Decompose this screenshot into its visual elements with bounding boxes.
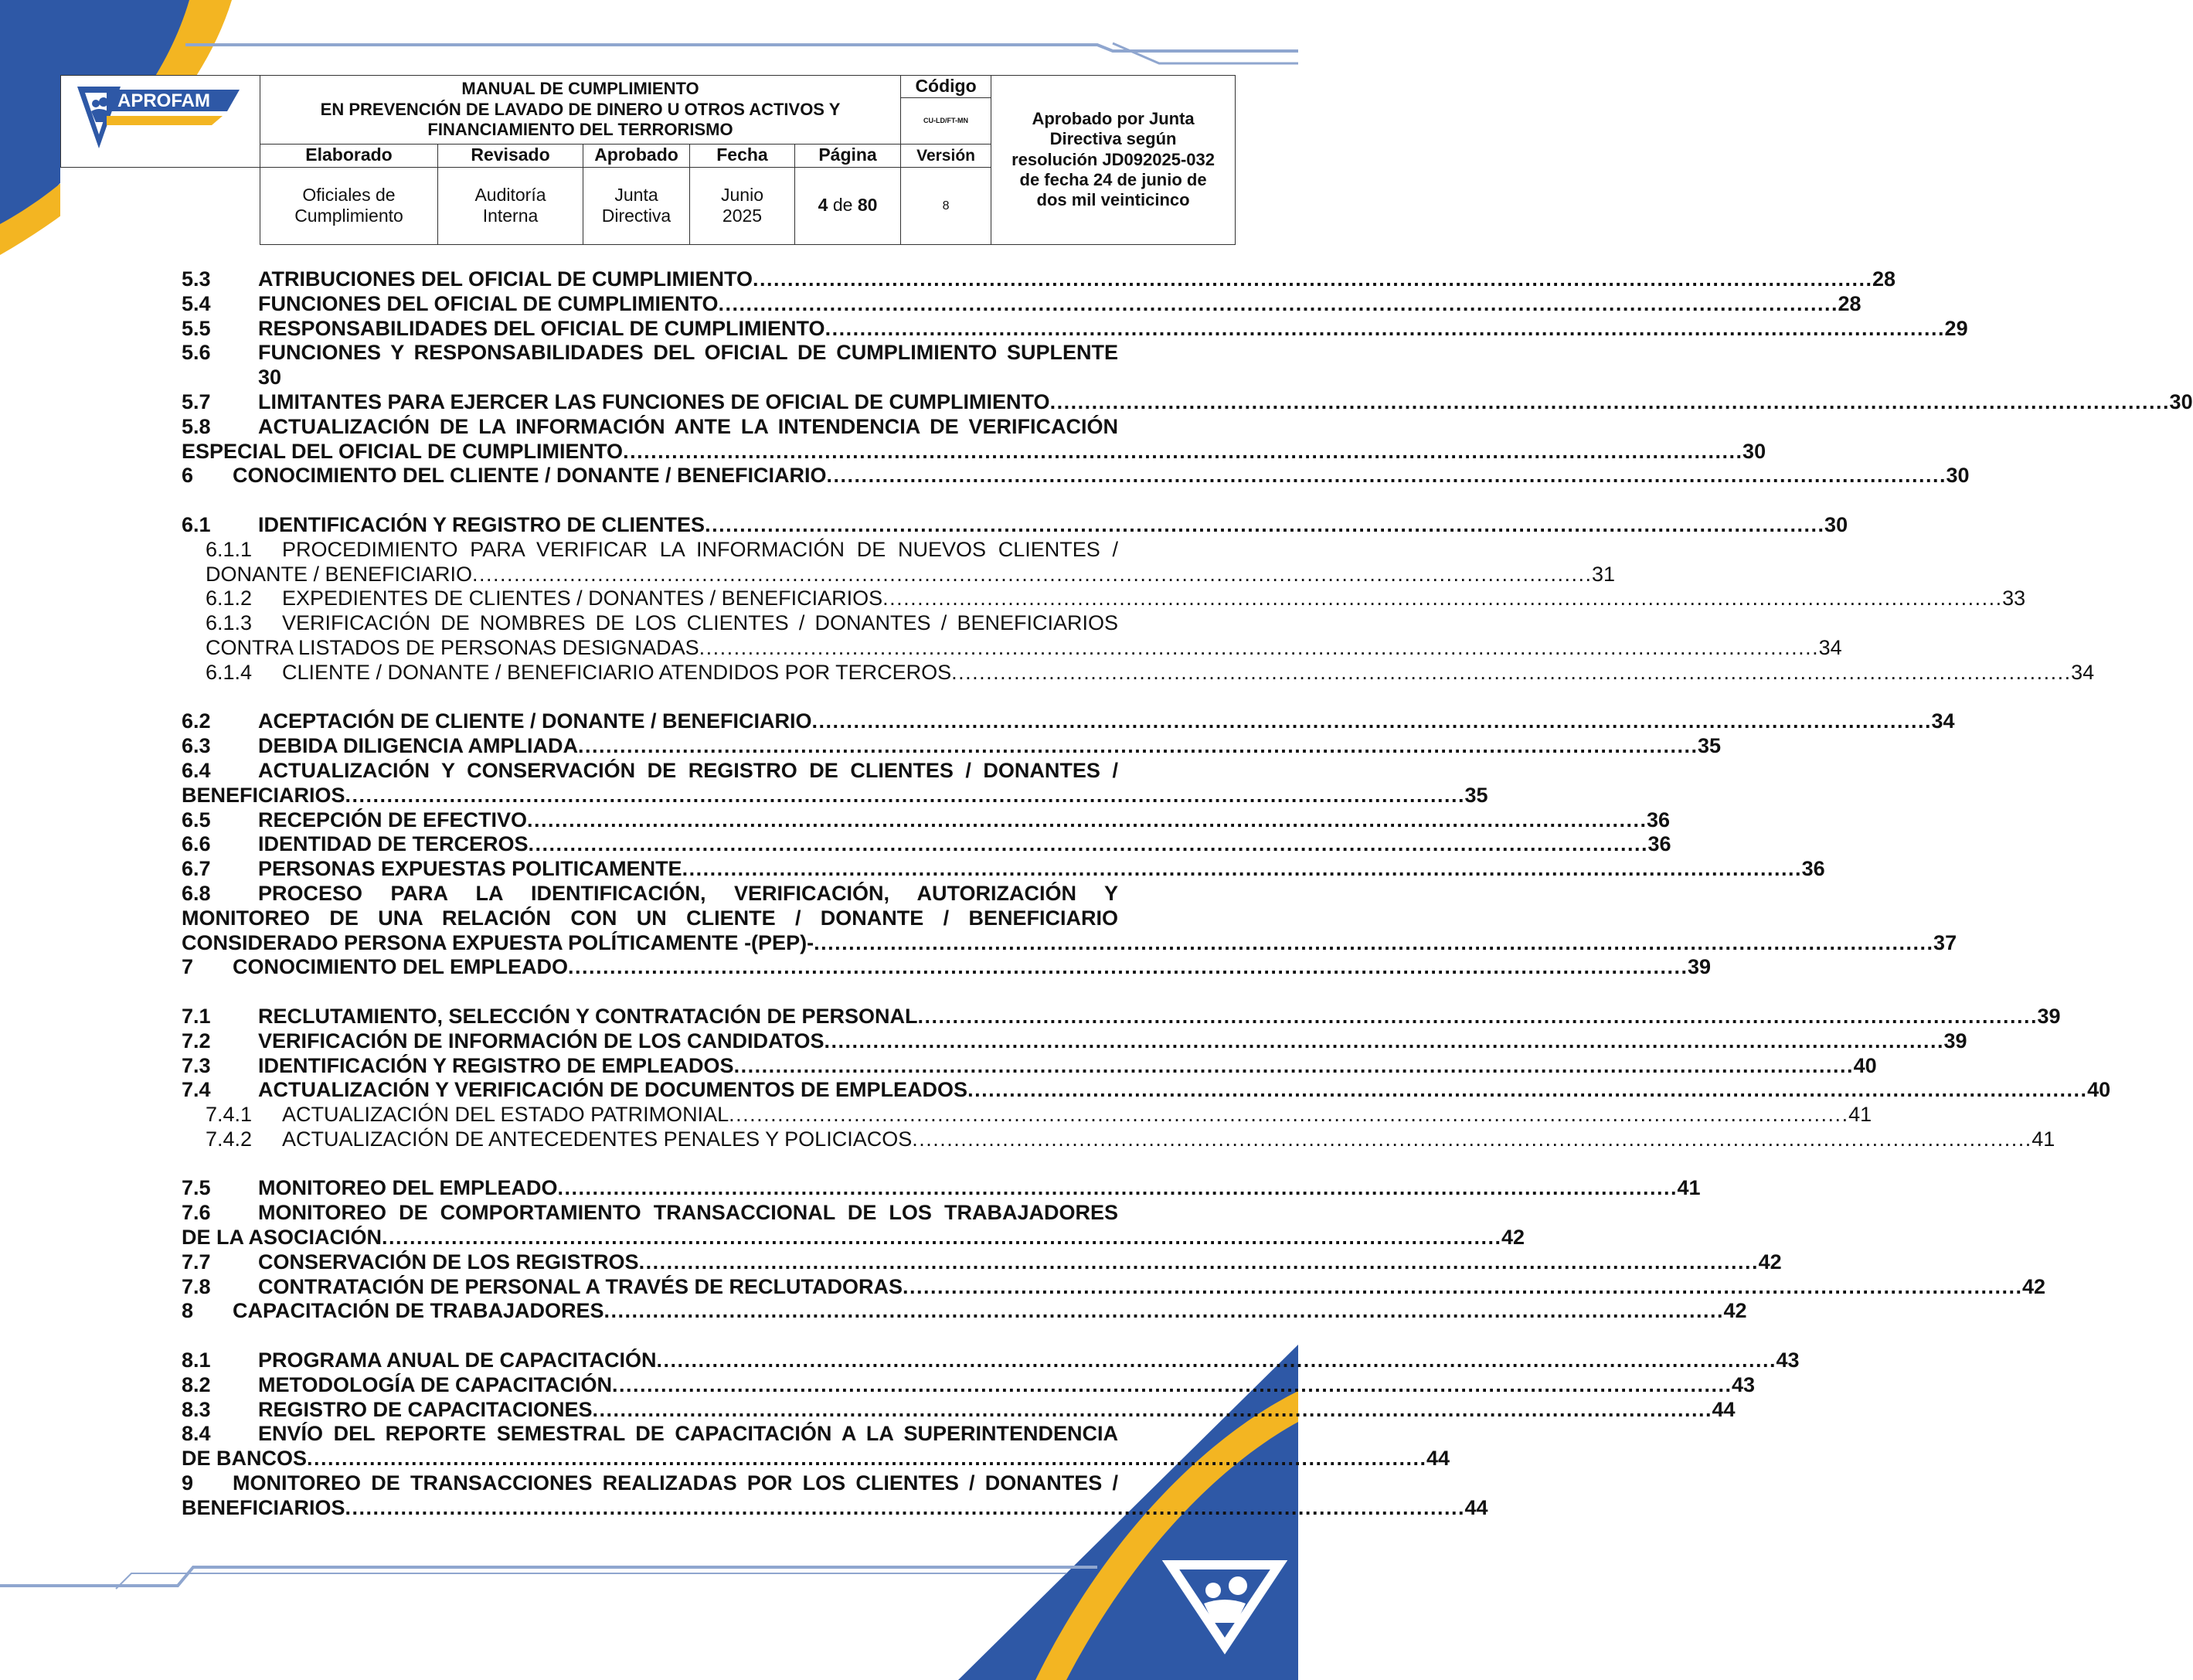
toc-title: RECLUTAMIENTO, SELECCIÓN Y CONTRATACIÓN DE PERSONAL — [258, 1004, 918, 1028]
approval-line-3: resolución JD092025-032 — [1012, 149, 1216, 169]
toc-entry[interactable] — [182, 1372, 1756, 1398]
toc-entry[interactable] — [182, 1176, 1701, 1201]
toc-leader — [719, 292, 1835, 317]
toc-leader — [578, 734, 1695, 759]
toc-page: 44 — [1426, 1447, 1450, 1471]
toc-entry[interactable] — [182, 1053, 1877, 1079]
toc-number: 7.4 — [182, 1078, 211, 1102]
toc-number: 5.6 — [182, 341, 211, 365]
toc-page: 44 — [1464, 1495, 1488, 1519]
toc-number: 8.2 — [182, 1372, 211, 1396]
aprobado-value — [583, 167, 690, 244]
toc-title: CLIENTE / DONANTE / BENEFICIARIO ATENDIDOS POR TERCEROS — [282, 660, 952, 684]
toc-page: 42 — [1723, 1299, 1747, 1323]
toc-entry[interactable] — [182, 464, 1970, 488]
toc-number: 6.1.1 — [206, 537, 253, 561]
codigo-value: CU-LD/FT-MN — [901, 97, 991, 144]
toc-number: 6.3 — [182, 734, 211, 758]
col-aprobado: Aprobado — [583, 144, 690, 167]
toc-entry[interactable] — [182, 1103, 1872, 1127]
toc-page: 40 — [2087, 1078, 2111, 1102]
toc-page: 41 — [1848, 1103, 1872, 1127]
toc-leader — [812, 709, 1929, 734]
top-line-2 — [1113, 43, 1298, 63]
toc-entry[interactable] — [182, 316, 1968, 342]
toc-number: 7.4.1 — [206, 1103, 253, 1127]
toc-leader — [623, 440, 1739, 464]
toc-leader — [918, 1005, 2035, 1029]
toc-page: 34 — [1818, 635, 1842, 659]
fecha-line-1: Junio — [721, 184, 763, 205]
revisado-line-1: Auditoría — [474, 184, 546, 205]
toc-number: 8.1 — [182, 1348, 211, 1372]
toc-page: 36 — [1801, 857, 1825, 881]
elaborado-value — [260, 167, 438, 244]
toc-page: 30 — [1946, 464, 1970, 488]
toc-page: 42 — [1758, 1250, 1782, 1274]
page-indicator — [795, 167, 901, 244]
toc-leader — [472, 563, 1589, 587]
toc-entry[interactable] — [182, 709, 1955, 734]
toc-entry[interactable] — [182, 1422, 1450, 1471]
title-line-1: MANUAL DE CUMPLIMIENTO — [461, 79, 699, 99]
toc-title-cont: ESPECIAL DEL OFICIAL DE CUMPLIMIENTO — [182, 439, 624, 463]
toc-number: 6.1.4 — [206, 660, 253, 684]
toc-entry[interactable] — [182, 1029, 1967, 1054]
toc-title: CONOCIMIENTO DEL CLIENTE / DONANTE / BENEFICIARIO — [233, 464, 827, 488]
toc-leader — [604, 1299, 1721, 1324]
toc-title: ACTUALIZACIÓN Y CONSERVACIÓN DE REGISTRO DE CLIENTES / DONANTES / — [258, 758, 1118, 782]
toc-leader — [568, 955, 1685, 980]
toc-page: 42 — [1501, 1226, 1525, 1250]
toc-page: 43 — [1731, 1372, 1756, 1396]
toc-leader — [682, 857, 1799, 882]
toc-title: PERSONAS EXPUESTAS POLITICAMENTE — [258, 857, 682, 881]
toc-page: 43 — [1776, 1348, 1800, 1372]
toc-title: RECEPCIÓN DE EFECTIVO — [258, 808, 528, 831]
toc-number: 5.3 — [182, 267, 211, 291]
bottom-line — [0, 1567, 1097, 1586]
toc-entry[interactable] — [182, 1348, 1800, 1373]
toc-number: 7.3 — [182, 1053, 211, 1077]
col-version: Versión — [901, 144, 991, 167]
toc-title-cont: CONTRA LISTADOS DE PERSONAS DESIGNADAS — [206, 635, 699, 659]
toc-entry[interactable] — [182, 808, 1671, 833]
toc-page: 33 — [2002, 587, 2026, 610]
toc-title: EXPEDIENTES DE CLIENTES / DONANTES / BENEFICIARIOS — [282, 587, 883, 610]
toc-entry[interactable] — [182, 1397, 1736, 1423]
toc-title: ACTUALIZACIÓN Y VERIFICACIÓN DE DOCUMENTOS DE EMPLEADOS — [258, 1078, 968, 1102]
toc-entry[interactable] — [182, 955, 1712, 980]
col-pagina: Página — [795, 144, 901, 167]
page-of: de — [832, 195, 853, 216]
toc-title: PROCESO PARA LA IDENTIFICACIÓN, VERIFICACIÓN, AUTORIZACIÓN Y — [258, 881, 1118, 905]
toc-title-cont: BENEFICIARIOS — [182, 1495, 345, 1519]
col-revisado: Revisado — [438, 144, 583, 167]
toc-page: 31 — [1592, 562, 1616, 586]
toc-entry[interactable] — [182, 587, 2026, 611]
approval-line-1: Aprobado por Junta — [1032, 108, 1195, 128]
toc-page: 30 — [1742, 439, 1766, 463]
toc-title: PROCEDIMIENTO PARA VERIFICAR LA INFORMACIÓN DE NUEVOS CLIENTES / — [282, 537, 1118, 561]
toc-entry[interactable] — [182, 1471, 1488, 1521]
toc-title-cont: DONANTE / BENEFICIARIO — [206, 562, 473, 586]
toc-entry[interactable] — [182, 1299, 1747, 1324]
toc-entry[interactable] — [182, 1127, 2055, 1152]
toc-number: 6.1.2 — [206, 587, 253, 610]
toc-number: 6.1.3 — [206, 611, 253, 635]
toc-title-cont: BENEFICIARIOS — [182, 783, 345, 807]
toc-number: 9 — [182, 1471, 194, 1495]
toc-leader — [825, 317, 1942, 342]
toc-number: 6.6 — [182, 832, 211, 856]
approval-line-4: de fecha 24 de junio de — [1019, 169, 1207, 189]
toc-entry[interactable] — [182, 611, 1842, 661]
toc-page: 36 — [1647, 808, 1671, 831]
toc-page: 37 — [1933, 930, 1957, 954]
bottom-line-2 — [116, 1573, 1066, 1589]
toc-page: 35 — [1697, 734, 1722, 758]
toc-title: CONOCIMIENTO DEL EMPLEADO — [233, 955, 569, 979]
title-line-3: FINANCIAMIENTO DEL TERRORISMO — [427, 119, 733, 139]
toc-leader — [903, 1275, 2019, 1300]
toc-leader — [612, 1373, 1729, 1398]
toc-entry[interactable] — [182, 341, 1118, 390]
toc-title: IDENTIFICACIÓN Y REGISTRO DE EMPLEADOS — [258, 1053, 734, 1077]
logo-text: APROFAM — [117, 90, 210, 112]
toc-entry[interactable] — [182, 291, 1862, 317]
toc-number: 7 — [182, 955, 194, 979]
toc-title: MONITOREO DE TRANSACCIONES REALIZADAS POR LOS CLIENTES / DONANTES / — [233, 1471, 1118, 1495]
page-total: 80 — [857, 195, 878, 216]
toc-title: PROGRAMA ANUAL DE CAPACITACIÓN — [258, 1348, 657, 1372]
toc-title: IDENTIFICACIÓN Y REGISTRO DE CLIENTES — [258, 512, 706, 536]
toc-number: 7.2 — [182, 1029, 211, 1053]
toc-leader — [657, 1348, 1773, 1373]
page-current: 4 — [818, 195, 828, 216]
toc-page: 34 — [1931, 709, 1955, 733]
toc-leader — [705, 513, 1821, 538]
toc-page: 39 — [2037, 1004, 2061, 1028]
toc-number: 6.5 — [182, 808, 211, 831]
elaborado-line-1: Oficiales de — [302, 184, 396, 205]
fecha-line-2: 2025 — [722, 206, 763, 226]
toc-entry[interactable] — [182, 267, 1896, 292]
toc-number: 6.4 — [182, 758, 211, 782]
toc-leader — [827, 464, 1943, 488]
toc-title: CONTRATACIÓN DE PERSONAL A TRAVÉS DE RECLUTADORAS — [258, 1274, 903, 1298]
toc-title: FUNCIONES Y RESPONSABILIDADES DEL OFICIAL DE CUMPLIMIENTO SUPLENTE — [258, 341, 1118, 365]
toc-title: IDENTIDAD DE TERCEROS — [258, 832, 529, 856]
title-line-2: EN PREVENCIÓN DE LAVADO DE DINERO U OTROS ACTIVOS Y — [320, 99, 841, 119]
toc-page: 41 — [2032, 1127, 2055, 1151]
toc-page: 28 — [1872, 267, 1896, 291]
toc-title-cont: MONITOREO DE UNA RELACIÓN CON UN CLIENTE / DONANTE / BENEFICIARIO — [182, 906, 1118, 930]
toc-number: 6.8 — [182, 881, 211, 905]
toc-title-cont: DE LA ASOCIACIÓN — [182, 1226, 382, 1250]
toc-leader — [529, 832, 1645, 857]
toc-title: CAPACITACIÓN DE TRABAJADORES — [233, 1299, 604, 1323]
toc-title: MONITOREO DEL EMPLEADO — [258, 1176, 558, 1200]
toc-entry[interactable] — [182, 1004, 2061, 1029]
document-title — [260, 76, 901, 145]
toc-entry[interactable] — [182, 389, 2193, 415]
toc-number: 8 — [182, 1299, 194, 1323]
toc-title: LIMITANTES PARA EJERCER LAS FUNCIONES DE OFICIAL DE CUMPLIMIENTO — [258, 389, 1050, 413]
col-elaborado: Elaborado — [260, 144, 438, 167]
toc-leader — [753, 267, 1869, 292]
toc-entry[interactable] — [182, 512, 1848, 538]
toc-title: ENVÍO DEL REPORTE SEMESTRAL DE CAPACITACIÓN A LA SUPERINTENDENCIA — [258, 1422, 1118, 1446]
toc-title-cont: CONSIDERADO PERSONA EXPUESTA POLÍTICAMENTE -(PEP)- — [182, 930, 814, 954]
toc-title: ATRIBUCIONES DEL OFICIAL DE CUMPLIMIENTO — [258, 267, 753, 291]
toc-number: 6.2 — [182, 709, 211, 733]
toc-entry[interactable] — [182, 1274, 2046, 1300]
toc-entry[interactable] — [182, 660, 2095, 685]
toc-number: 7.6 — [182, 1201, 211, 1225]
toc-leader — [912, 1127, 2028, 1152]
toc-leader — [699, 636, 1816, 661]
toc-leader — [527, 808, 1644, 833]
toc-leader — [882, 587, 1999, 611]
col-fecha: Fecha — [690, 144, 795, 167]
toc-leader — [382, 1226, 1498, 1250]
toc-number: 6.1 — [182, 512, 211, 536]
toc-entry[interactable] — [182, 881, 1957, 955]
approval-line-5: dos mil veinticinco — [1036, 190, 1190, 210]
codigo-label: Código — [901, 76, 991, 98]
toc-page: 40 — [1853, 1053, 1877, 1077]
toc-title-cont: DE BANCOS — [182, 1447, 308, 1471]
toc-entry[interactable] — [182, 734, 1722, 759]
logo-cell — [61, 76, 260, 168]
toc-page: 30 — [258, 366, 282, 389]
toc-title: MONITOREO DE COMPORTAMIENTO TRANSACCIONAL DE LOS TRABAJADORES — [258, 1201, 1118, 1225]
aprobado-line-2: Directiva — [601, 206, 672, 226]
toc-leader — [558, 1176, 1674, 1201]
toc-title: ACTUALIZACIÓN DE LA INFORMACIÓN ANTE LA INTENDENCIA DE VERIFICACIÓN — [258, 414, 1118, 438]
toc-entry[interactable] — [182, 414, 1766, 464]
toc-number: 5.5 — [182, 316, 211, 340]
toc-page: 28 — [1838, 291, 1862, 315]
toc-title: METODOLOGÍA DE CAPACITACIÓN — [258, 1372, 612, 1396]
toc-title: ACTUALIZACIÓN DEL ESTADO PATRIMONIAL — [282, 1103, 729, 1127]
toc-number: 6 — [182, 464, 194, 488]
toc-number: 5.7 — [182, 389, 211, 413]
toc-number: 5.4 — [182, 291, 211, 315]
aprobado-line-1: Junta — [614, 184, 658, 205]
toc-number: 7.1 — [182, 1004, 211, 1028]
toc-leader — [814, 931, 1930, 956]
toc-entry[interactable] — [182, 537, 1616, 587]
toc-number: 5.8 — [182, 414, 211, 438]
toc-leader — [345, 784, 1462, 808]
toc-entry[interactable] — [182, 1250, 1782, 1275]
toc-title: VERIFICACIÓN DE NOMBRES DE LOS CLIENTES / DONANTES / BENEFICIARIOS — [282, 611, 1118, 635]
approval-note — [991, 76, 1236, 245]
toc-leader — [729, 1103, 1845, 1127]
toc-number: 8.3 — [182, 1397, 211, 1421]
toc-number: 7.5 — [182, 1176, 211, 1200]
toc-page: 42 — [2022, 1274, 2046, 1298]
version-value: 8 — [901, 167, 991, 244]
toc-page: 30 — [2169, 389, 2193, 413]
toc-page: 35 — [1464, 783, 1488, 807]
toc-title: ACTUALIZACIÓN DE ANTECEDENTES PENALES Y POLICIACOS — [282, 1127, 913, 1151]
toc-number: 8.4 — [182, 1422, 211, 1446]
toc-leader — [967, 1078, 2084, 1103]
table-of-contents — [182, 267, 2193, 1521]
toc-leader — [1050, 390, 2167, 415]
toc-entry[interactable] — [182, 857, 1825, 882]
toc-entry[interactable] — [182, 1201, 1525, 1250]
aprofam-logo — [76, 80, 246, 158]
toc-page: 44 — [1712, 1397, 1736, 1421]
revisado-value — [438, 167, 583, 244]
toc-page: 41 — [1677, 1176, 1701, 1200]
toc-leader — [345, 1496, 1462, 1521]
toc-leader — [734, 1054, 1851, 1079]
toc-leader — [824, 1029, 1941, 1054]
revisado-line-2: Interna — [482, 206, 539, 226]
toc-entry[interactable] — [182, 758, 1488, 808]
toc-page: 29 — [1944, 316, 1968, 340]
toc-title: CONSERVACIÓN DE LOS REGISTROS — [258, 1250, 639, 1274]
toc-number: 7.8 — [182, 1274, 211, 1298]
approval-line-2: Directiva según — [1049, 129, 1177, 149]
document-header — [60, 75, 1236, 245]
toc-number: 7.7 — [182, 1250, 211, 1274]
elaborado-line-2: Cumplimiento — [294, 206, 403, 226]
toc-title: FUNCIONES DEL OFICIAL DE CUMPLIMIENTO — [258, 291, 719, 315]
toc-leader — [639, 1250, 1756, 1275]
toc-entry[interactable] — [182, 1078, 2111, 1103]
toc-page: 34 — [2071, 660, 2095, 684]
toc-page: 30 — [1824, 512, 1848, 536]
toc-title: REGISTRO DE CAPACITACIONES — [258, 1397, 593, 1421]
fecha-value — [690, 167, 795, 244]
toc-title: RESPONSABILIDADES DEL OFICIAL DE CUMPLIMIENTO — [258, 316, 825, 340]
toc-page: 39 — [1943, 1029, 1967, 1053]
toc-number: 7.4.2 — [206, 1127, 253, 1151]
toc-leader — [951, 661, 2068, 685]
toc-title: DEBIDA DILIGENCIA AMPLIADA — [258, 734, 578, 758]
toc-page: 39 — [1688, 955, 1712, 979]
toc-title: ACEPTACIÓN DE CLIENTE / DONANTE / BENEFICIARIO — [258, 709, 812, 733]
toc-number: 6.7 — [182, 857, 211, 881]
toc-leader — [307, 1447, 1423, 1471]
toc-title: VERIFICACIÓN DE INFORMACIÓN DE LOS CANDIDATOS — [258, 1029, 824, 1053]
toc-entry[interactable] — [182, 832, 1671, 857]
toc-page: 36 — [1647, 832, 1671, 856]
toc-leader — [593, 1398, 1709, 1423]
